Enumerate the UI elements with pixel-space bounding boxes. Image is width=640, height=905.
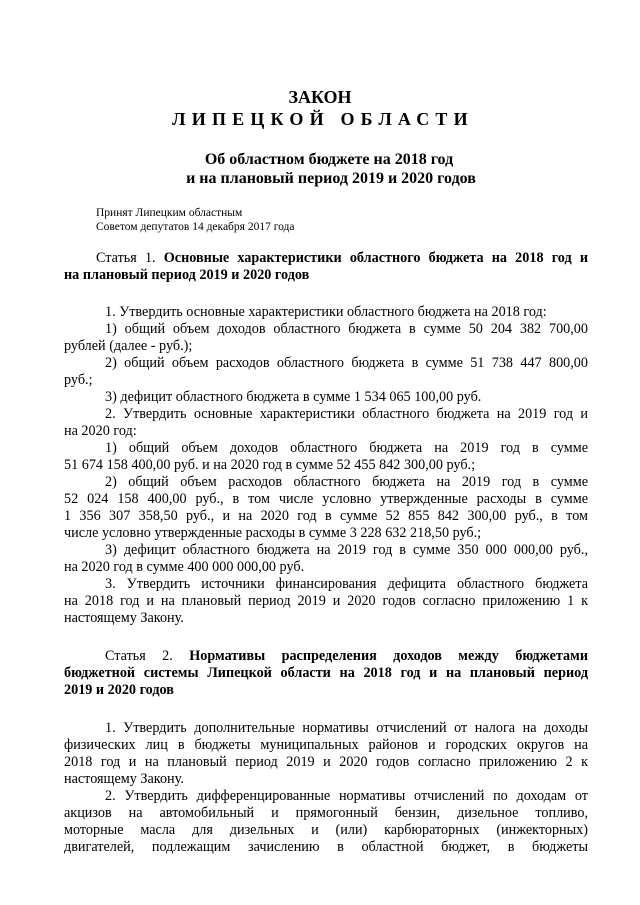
law-title: ЗАКОН	[288, 87, 352, 107]
article2-line: акцизов на автомобильный и прямогонный бензин, дизельное топливо,	[64, 805, 588, 821]
law-subtitle-line1: Об областном бюджете на 2018 год	[204, 151, 454, 168]
article2-prefix: Статья 2.	[105, 648, 190, 664]
law-subtitle-line2: и на плановый период 2019 и 2020 годов	[186, 170, 476, 187]
article1-line: 51 674 158 400,00 руб. и на 2020 год в сумме 52 455 842 300,00 руб.;	[64, 457, 476, 473]
adopted-line2: Советом депутатов 14 декабря 2017 года	[96, 221, 295, 233]
article1-line: на 2018 год и на плановый период 2019 и 2020 годов согласно приложению 1 к	[64, 593, 588, 609]
article2-heading-line2	[64, 665, 588, 683]
article1-title-line2: на плановый период 2019 и 2020 годов	[64, 267, 310, 283]
article1-line: 2) общий объем расходов областного бюджета на 2019 год в сумме	[105, 474, 588, 490]
article1-line: 1 356 307 358,50 руб., и на 2020 год в сумме 52 855 842 300,00 руб., в том	[64, 508, 588, 524]
article2-title-line3: 2019 и 2020 годов	[64, 682, 174, 698]
article1-line: 52 024 158 400,00 руб., в том числе условно утвержденные расходы в сумме	[64, 491, 588, 507]
article2-line: настоящему Закону.	[64, 771, 184, 787]
adopted-line1: Принят Липецким областным	[96, 207, 243, 219]
article1-title-line1: Основные характеристики областного бюджета на 2018 год и	[163, 250, 589, 266]
article1-heading-line2	[64, 267, 588, 285]
article2-line: 1. Утвердить дополнительные нормативы отчислений от налога на доходы	[105, 720, 588, 736]
article2-heading-line3	[64, 682, 588, 700]
article1-line: настоящему Закону.	[64, 610, 184, 626]
article1-prefix: Статья 1.	[96, 250, 164, 266]
article1-line: 3. Утвердить источники финансирования дефицита областного бюджета	[105, 576, 588, 592]
region-title: ЛИПЕЦКОЙ ОБЛАСТИ	[172, 109, 474, 129]
article2-line: 2018 год и на плановый период 2019 и 2020 годов согласно приложению 2 к	[64, 754, 588, 770]
article1-heading-line1	[96, 250, 588, 268]
article2-title-line2: бюджетной системы Липецкой области на 2018 год и на плановый период	[64, 665, 588, 681]
article2-line: физических лиц в бюджеты муниципальных районов и городских округов на	[64, 737, 588, 753]
article1-line: 1) общий объем доходов областного бюджета на 2019 год в сумме	[105, 440, 588, 456]
article1-line: 1. Утвердить основные характеристики областного бюджета на 2018 год:	[105, 304, 547, 320]
article1-line: 3) дефицит областного бюджета в сумме 1 534 065 100,00 руб.	[105, 389, 482, 405]
article1-line: 2) общий объем расходов областного бюджета в сумме 51 738 447 800,00	[105, 355, 588, 371]
article2-line: двигателей, подлежащим зачислению в областной бюджет, в бюджеты	[64, 839, 588, 855]
article2-line: моторные масла для дизельных и (или) карбюраторных (инжекторных)	[64, 822, 588, 838]
article1-line: рублей (далее - руб.);	[64, 338, 193, 354]
article1-line: на 2020 год в сумме 400 000 000,00 руб.	[64, 559, 305, 575]
article2-title-line1: Нормативы распределения доходов между бюджетами	[189, 648, 588, 664]
article1-line: на 2020 год:	[64, 423, 137, 439]
article1-line: руб.;	[64, 372, 93, 388]
article1-line: 1) общий объем доходов областного бюджета в сумме 50 204 382 700,00	[105, 321, 588, 337]
article2-line: 2. Утвердить дифференцированные нормативы отчислений по доходам от	[105, 788, 588, 804]
article1-line: 2. Утвердить основные характеристики областного бюджета на 2019 год и	[105, 406, 588, 422]
article1-line: числе условно утвержденные расходы в сумме 3 228 632 218,50 руб.;	[64, 525, 482, 541]
article1-line: 3) дефицит областного бюджета на 2019 год в сумме 350 000 000,00 руб.,	[105, 542, 588, 558]
article2-heading-line1	[105, 648, 588, 666]
